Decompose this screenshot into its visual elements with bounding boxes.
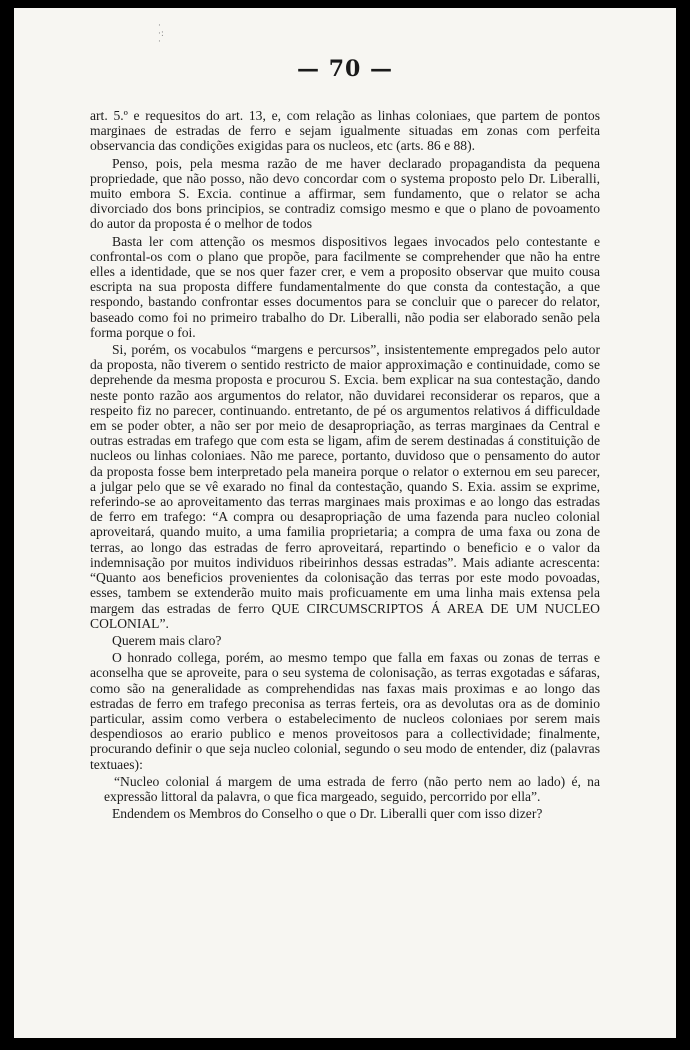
paragraph: Penso, pois, pela mesma razão de me haver declarado propagandista da pequena propriedade, que não posso, não devo concordar com o systema proposto pelo Dr. Liberalli, muito embora S. Excia. continue a affirmar, sem fundamento, que o relator se acha divorciado dos bons principios, se contradiz comsigo mesmo e que o plano de povoamento do autor da proposta é o melhor de todos — [90, 155, 600, 232]
quotation: “Nucleo colonial á margem de uma estrada de ferro (não perto nem ao lado) é, na expressão littoral da palavra, o que fica margeado, seguido, percorrido por ella”. — [104, 773, 600, 804]
paragraph: Querem mais claro? — [112, 632, 222, 648]
paragraph: Si, porém, os vocabulos “margens e percursos”, insistentemente empregados pelo autor da proposta, não tiverem o sentido restricto de maior approximação e continuidade, como se deprehende da mesma proposta e procurou S. Excia. bem explicar na sua contestação, dando neste ponto razão aos argumentos do relator, não duvidarei reconsiderar os reparos, que a respeito fiz no parecer, continuando. entretanto, de pé os argumentos relativos á difficuldade em se poder obter, a não ser por meio de desapropriação, as terras marginaes da Central e outras estradas em trafego que com esta se ligam, afim de serem destinadas á constituição de nucleos ou linhas coloniaes. Não me parece, portanto, duvidoso que o pensamento do autor da proposta fosse bem interpretado pela maneira porque o relator o externou em seu parecer, a julgar pelo que se vê exarado no final da contestação, quando S. Exia. assim se exprime, referindo-se ao aproveitamento das terras marginaes mais proximas e ao longo das estradas de ferro em trafego: “A compra ou desapropriação de uma fazenda para nucleo colonial aproveitará, quando muito, a uma familia proprietaria; a compra de uma faxa ou zona de terras, ao longo das estradas de ferro aproveitará, repartindo o beneficio e o valor da indemnisação por muitos individuos ribeirinhos dessas estradas”. Mais adiante acrescenta: “Quanto aos beneficios provenientes da colonisação das terras por este modo povoadas, esses, tambem se extenderão muito mais proficuamente em uma linha mais extensa pela margem das estradas de ferro QUE CIRCUMSCRIPTOS Á AREA DE UM NUCLEO COLONIAL”. — [90, 342, 600, 631]
document-page — [14, 8, 676, 1038]
page-number: — 70 — — [297, 56, 393, 82]
paragraph: O honrado collega, porém, ao mesmo tempo que falla em faxas ou zonas de terras e aconselha que se aproveite, para o seu systema de colonisação, as terras exgotadas e sáfaras, como são na generalidade as comprehendidas nas faxas mais proximas e ao longo das estradas de ferro em trafego preconisa as terras ferteis, ora as devolutas ora as de dominio particular, assim como verbera o estabelecimento de nucleos coloniaes por serem mais despendiosos ao erario publico e menos proveitosos para a collectividade; finalmente, procurando definir o que seja nucleo colonial, segundo o seu modo de entender, diz (palavras textuaes): — [90, 650, 600, 772]
paragraph: Endendem os Membros do Conselho o que o Dr. Liberalli quer com isso dizer? — [112, 806, 543, 822]
paragraph: Basta ler com attenção os mesmos dispositivos legaes invocados pelo contestante e confrontal-os com o plano que propõe, para facilmente se comprehender que não ha entre elles a identidade, que se nos quer fazer crer, e vem a proposito observar que muito cousa escripta na sua proposta differe fundamentalmente do que consta da contestação, a que respondo, bastando confrontar esses documentos para se concluir que o parecer do relator, baseado como foi no primeiro trabalho do Dr. Liberalli, não podia ser elaborado senão pela forma porque o foi. — [90, 233, 600, 340]
body-text — [90, 108, 600, 823]
print-speck: · ·: · — [158, 21, 164, 47]
paragraph: art. 5.º e requesitos do art. 13, e, com relação as linhas coloniaes, que partem de pontos marginaes de estradas de ferro e sejam igualmente situadas em zonas com perfeita observancia das condições exigidas para os nucleos, etc (arts. 86 e 88). — [90, 108, 600, 154]
